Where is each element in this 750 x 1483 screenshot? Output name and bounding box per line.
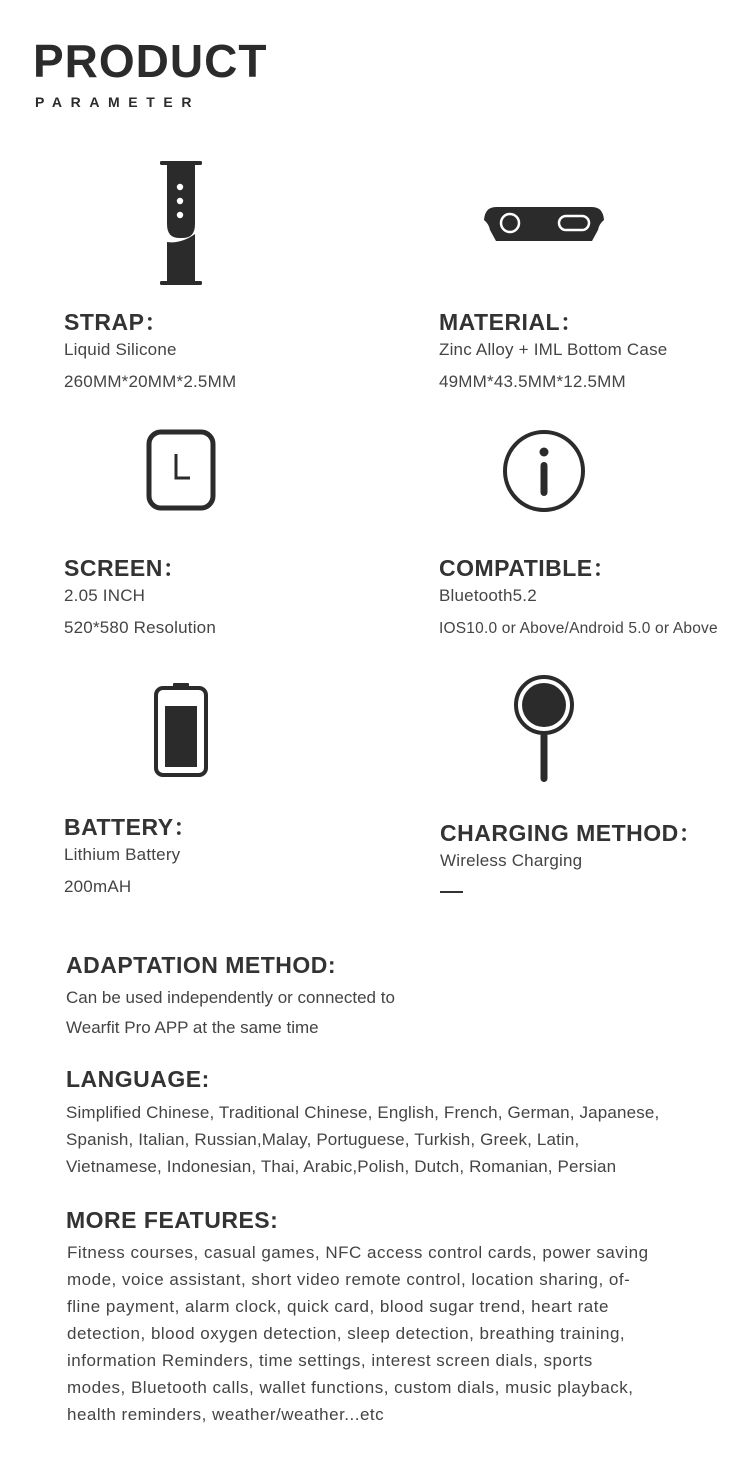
battery-capacity: 200mAH xyxy=(64,877,132,896)
compatible-bluetooth: Bluetooth5.2 xyxy=(439,586,537,605)
feature-line: information Reminders, time settings, interest screen dials, sports xyxy=(67,1351,593,1370)
adaptation-text xyxy=(66,983,395,1043)
strap-material: Liquid Silicone xyxy=(64,340,177,359)
feature-line: health reminders, weather/weather...etc xyxy=(67,1405,385,1424)
screen-label: SCREEN： xyxy=(64,555,187,581)
charging-type: Wireless Charging xyxy=(440,851,583,870)
info-icon xyxy=(500,428,588,514)
more-features-text xyxy=(67,1239,649,1428)
feature-line: detection, blood oxygen detection, sleep detection, breathing training, xyxy=(67,1324,626,1343)
screen-icon xyxy=(144,427,218,513)
adaptation-line: Can be used independently or connected to xyxy=(66,988,395,1007)
adaptation-label: ADAPTATION METHOD: xyxy=(66,952,337,978)
language-text xyxy=(66,1099,659,1180)
material-type: Zinc Alloy + IML Bottom Case xyxy=(439,340,668,359)
more-features-label: MORE FEATURES: xyxy=(66,1207,279,1233)
feature-line: mode, voice assistant, short video remote control, location sharing, of- xyxy=(67,1270,631,1289)
battery-type: Lithium Battery xyxy=(64,845,181,864)
watch-case-icon xyxy=(482,204,606,244)
charging-label: CHARGING METHOD： xyxy=(440,820,703,846)
page-subtitle: PARAMETER xyxy=(35,94,201,110)
battery-icon xyxy=(151,681,211,781)
strap-size: 260MM*20MM*2.5MM xyxy=(64,372,237,391)
strap-label: STRAP： xyxy=(64,309,168,335)
divider-dash xyxy=(440,891,463,893)
feature-line: Fitness courses, casual games, NFC access control cards, power saving xyxy=(67,1243,649,1262)
material-label: MATERIAL： xyxy=(439,309,584,335)
strap-icon xyxy=(150,158,212,290)
language-line: Spanish, Italian, Russian,Malay, Portuguese, Turkish, Greek, Latin, xyxy=(66,1130,580,1149)
wireless-charger-icon xyxy=(512,673,578,785)
language-line: Simplified Chinese, Traditional Chinese, English, French, German, Japanese, xyxy=(66,1103,660,1122)
adaptation-line: Wearfit Pro APP at the same time xyxy=(66,1018,319,1037)
screen-size: 2.05 INCH xyxy=(64,586,146,605)
feature-line: modes, Bluetooth calls, wallet functions, custom dials, music playback, xyxy=(67,1378,634,1397)
screen-resolution: 520*580 Resolution xyxy=(64,618,216,637)
compatible-label: COMPATIBLE： xyxy=(439,555,617,581)
language-line: Vietnamese, Indonesian, Thai, Arabic,Polish, Dutch, Romanian, Persian xyxy=(66,1157,617,1176)
material-size: 49MM*43.5MM*12.5MM xyxy=(439,372,626,391)
battery-label: BATTERY： xyxy=(64,814,198,840)
feature-line: fline payment, alarm clock, quick card, blood sugar trend, heart rate xyxy=(67,1297,609,1316)
language-label: LANGUAGE: xyxy=(66,1066,210,1092)
page-title: PRODUCT xyxy=(33,35,268,87)
compatible-os: IOS10.0 or Above/Android 5.0 or Above xyxy=(439,620,718,637)
